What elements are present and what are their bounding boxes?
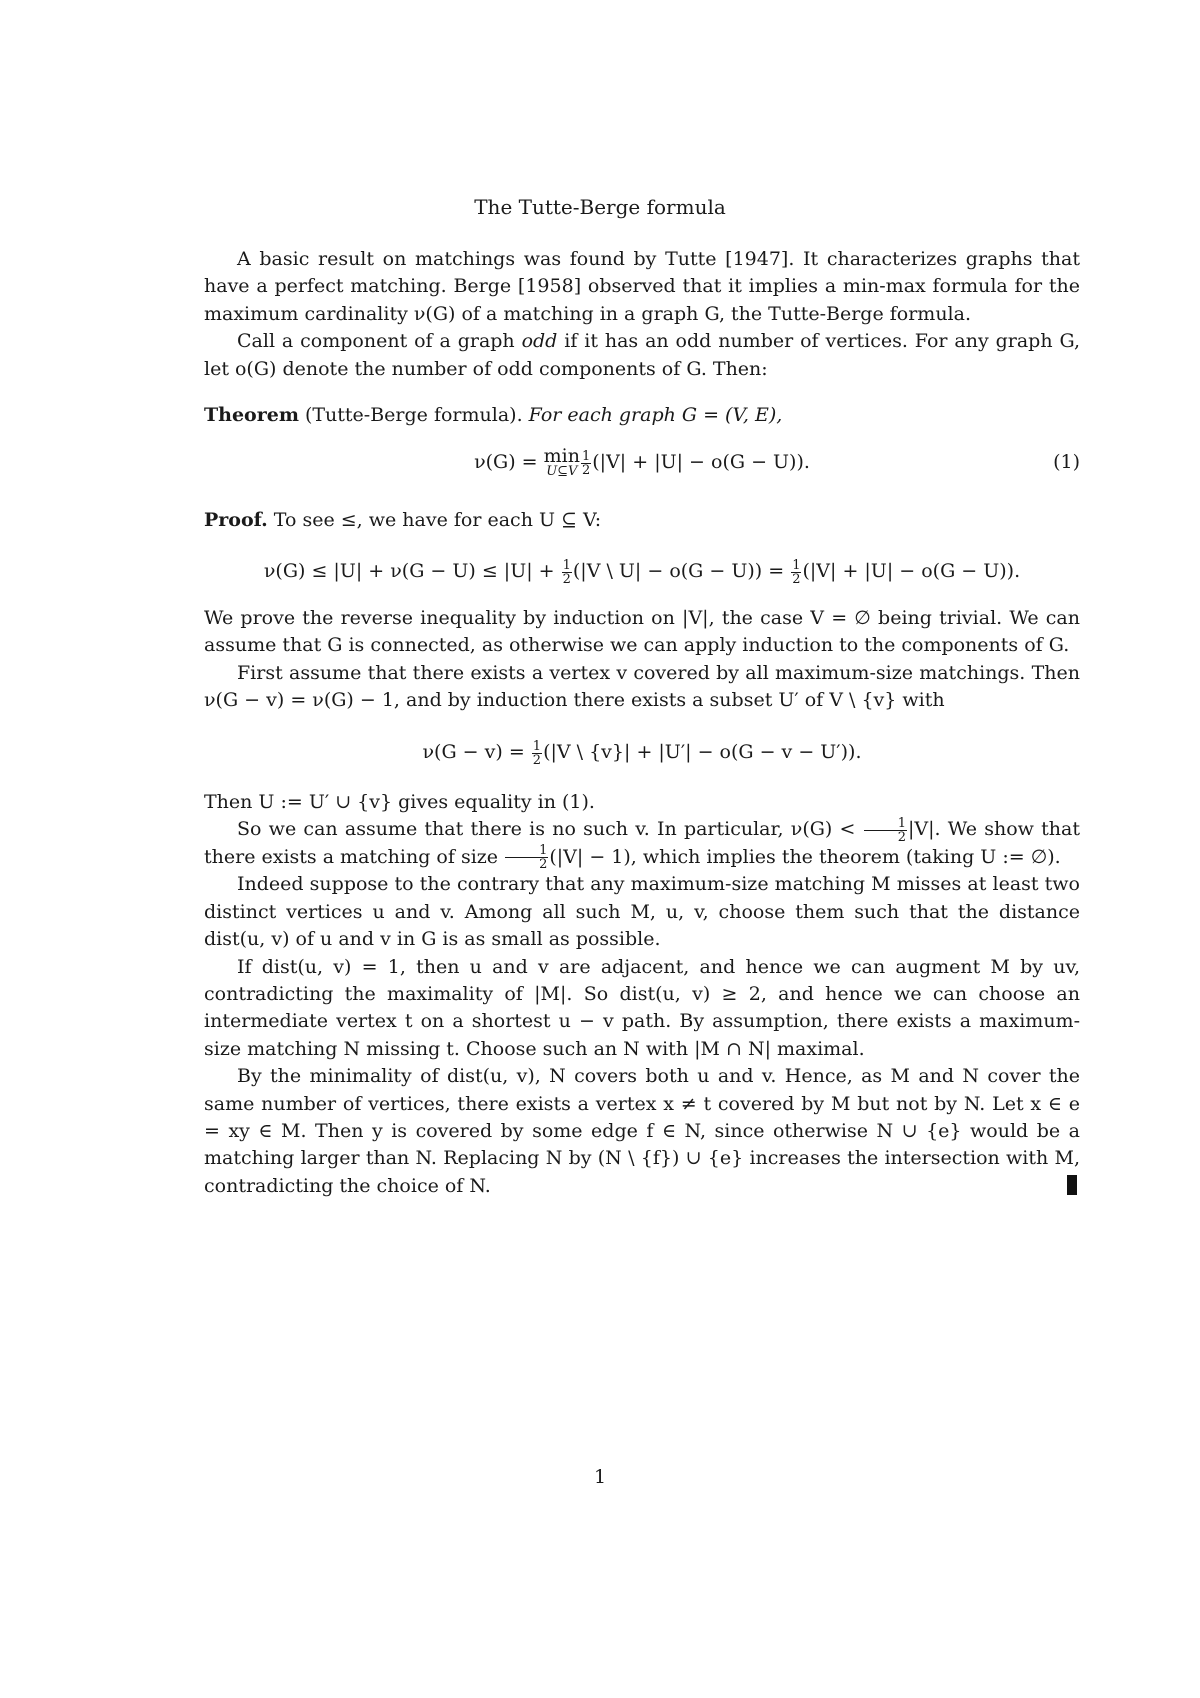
p-so-c: (|V| − 1), which implies the theorem (taking U := ∅). xyxy=(549,845,1061,868)
p-so-half-1 xyxy=(864,817,907,844)
proof-label: Proof. xyxy=(204,509,268,531)
paragraph-so xyxy=(204,816,1080,871)
eq2-half-1 xyxy=(562,559,572,586)
equation-3 xyxy=(204,737,1080,767)
frac-denominator: 2 xyxy=(792,571,801,587)
theorem-label: Theorem xyxy=(204,404,299,426)
theorem-statement: For each graph G = (V, E), xyxy=(528,404,783,426)
frac-numerator: 1 xyxy=(792,557,801,573)
eq3-part-b: (|V \ {v}| + |U′| − o(G − v − U′)). xyxy=(543,741,862,763)
proof-body-1 xyxy=(204,605,1080,715)
frac-denominator: 2 xyxy=(562,571,571,587)
proof-intro xyxy=(204,507,1080,534)
frac-denominator: 2 xyxy=(897,829,906,845)
eq2-part-c: (|V| + |U| − o(G − U)). xyxy=(802,560,1021,582)
frac-numerator: 1 xyxy=(505,844,548,858)
frac-denominator: 2 xyxy=(539,857,548,873)
paragraph-if: If dist(u, v) = 1, then u and v are adjacent, and hence we can augment M by uv, contradicting the maximality of |M|. So dist(u, v) ≥ 2, and hence we can choose an intermediate vertex t on a shortest u − v path. By assumption, there exists a maximum-size matching N missing t. Choose such an N with |M ∩ N| maximal. xyxy=(204,955,1080,1060)
equation-2 xyxy=(204,556,1080,586)
equation-number: (1) xyxy=(1053,451,1080,473)
intro-section xyxy=(204,246,1080,383)
paragraph-indeed: Indeed suppose to the contrary that any maximum-size matching M misses at least two distinct vertices u and v. Among all such M, u, v, choose them such that the distance dist(u, v) of u and v in G is as small as possible. xyxy=(204,873,1080,951)
theorem-block xyxy=(204,402,1080,429)
eq1-min: min xyxy=(543,445,580,467)
paragraph-reverse: We prove the reverse inequality by induction on |V|, the case V = ∅ being trivial. We can assume that G is connected, as otherwise we can apply induction to the components of G. xyxy=(204,607,1080,657)
theorem-name: (Tutte-Berge formula). xyxy=(298,404,529,426)
eq2-half-2 xyxy=(791,559,801,586)
frac-numerator: 1 xyxy=(562,557,571,573)
eq1-min-operator xyxy=(544,447,580,478)
eq1-half xyxy=(581,450,591,477)
paragraph-then: Then U := U′ ∪ {v} gives equality in (1). xyxy=(204,791,595,813)
intro-p2-text-b: if it has an odd number of vertices. For any graph G, let o(G) denote the number of odd components of G. Then: xyxy=(204,330,1080,380)
paragraph-first-assume: First assume that there exists a vertex v covered by all maximum-size matchings. Then ν(G − v) = ν(G) − 1, and by induction there exists a subset U′ of V \ {v} with xyxy=(204,661,1080,712)
proof-line xyxy=(204,507,1080,534)
equation-1 xyxy=(204,447,1080,478)
term-odd: odd xyxy=(521,330,558,353)
eq1-right: (|V| + |U| − o(G − U)). xyxy=(592,451,810,473)
eq2-part-a: ν(G) ≤ |U| + ν(G − U) ≤ |U| + xyxy=(263,560,561,582)
intro-paragraph-1: A basic result on matchings was found by Tutte [1947]. It characterizes graphs that have a perfect matching. Berge [1958] observed that it implies a min-max formula for the maximum cardinality ν(G) of a matching in a graph G, the Tutte-Berge formula. xyxy=(204,248,1080,325)
eq2-part-b: (|V \ U| − o(G − U)) = xyxy=(572,560,791,582)
frac-numerator: 1 xyxy=(864,817,907,831)
frac-denominator: 2 xyxy=(532,752,542,768)
document-title: The Tutte-Berge formula xyxy=(474,195,726,219)
proof-body-2 xyxy=(204,789,1080,1200)
intro-paragraph-2 xyxy=(204,328,1080,383)
intro-p2-text-a: Call a component of a graph xyxy=(237,330,522,353)
paragraph-by: By the minimality of dist(u, v), N covers both u and v. Hence, as M and N cover the same number of vertices, there exists a vertex x ≠ t covered by M but not by N. Let x ∈ e = xy ∈ M. Then y is covered by some edge f ∈ N, since otherwise N ∪ {e} would be a matching larger than N. Replacing N by (N \ {f}) ∪ {e} increases the intersection with M, contradicting the choice of N. xyxy=(204,1065,1080,1197)
p-so-half-2 xyxy=(505,844,548,871)
eq1-min-subscript: U⊆V xyxy=(546,464,578,479)
p-so-a: So we can assume that there is no such v. In particular, ν(G) < xyxy=(237,818,863,841)
frac-denominator: 2 xyxy=(581,462,591,478)
frac-numerator: 1 xyxy=(532,738,542,754)
eq1-left: ν(G) = xyxy=(474,451,544,473)
page-number: 1 xyxy=(593,1466,607,1488)
theorem-line xyxy=(204,402,1080,429)
eq3-part-a: ν(G − v) = xyxy=(422,741,531,763)
eq3-half xyxy=(532,740,542,767)
proof-intro-text: To see ≤, we have for each U ⊆ V: xyxy=(267,509,602,531)
frac-numerator: 1 xyxy=(581,448,591,464)
qed-square xyxy=(1067,1175,1077,1195)
p-so-b: |V|. We show that there exists a matching of size xyxy=(204,818,1081,868)
